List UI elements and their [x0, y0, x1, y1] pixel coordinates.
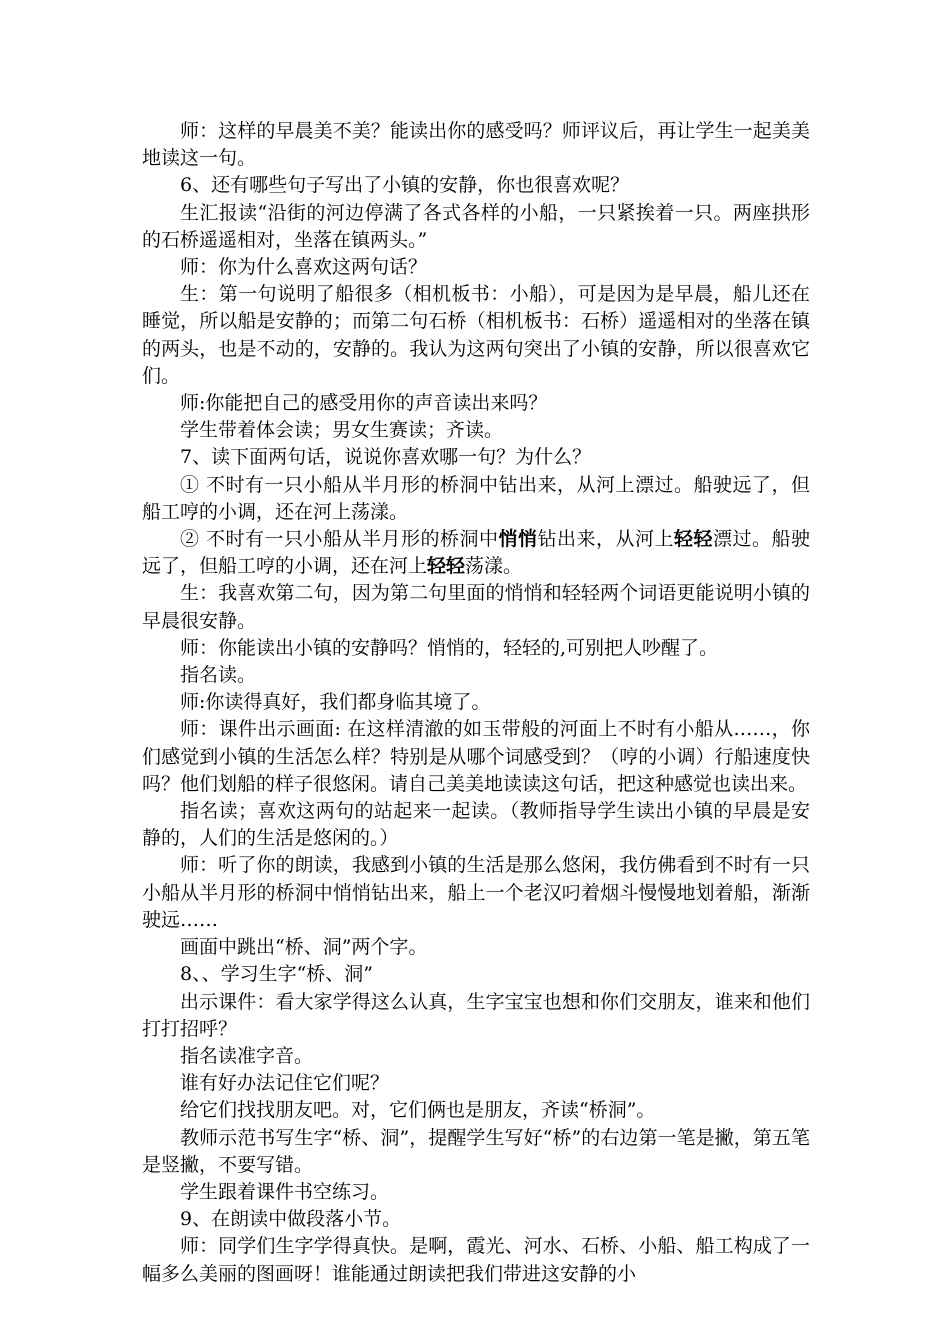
paragraph: ① 不时有一只小船从半月形的桥洞中钻出来，从河上漂过。船驶远了，但船工哼的小调，还在河上荡漾。	[142, 473, 810, 523]
paragraph: 师:你读得真好，我们都身临其境了。	[180, 691, 491, 714]
emphasized-word: 轻轻	[427, 555, 466, 578]
paragraph: 9、在朗读中做段落小节。	[180, 1208, 402, 1231]
emphasized-word: 悄悄	[498, 528, 538, 551]
paragraph: 师：你能读出小镇的安静吗？悄悄的，轻轻的,可别把人吵醒了。	[180, 636, 719, 659]
paragraph: 指名读。	[180, 664, 257, 687]
paragraph: 7、读下面两句话，说说你喜欢哪一句？为什么？	[180, 446, 592, 469]
paragraph: 师：你为什么喜欢这两句话？	[180, 256, 428, 279]
text-span: 钻出来，从河上	[537, 528, 674, 551]
paragraph: 教师示范书写生字“桥、洞”，提醒学生写好“桥”的右边第一笔是撇，第五笔是竖撇，不要写错。	[142, 1126, 810, 1176]
paragraph: 学生带着体会读；男女生赛读；齐读。	[180, 419, 504, 442]
text-span: 荡漾。	[465, 555, 523, 578]
paragraph: 给它们找找朋友吧。对，它们俩也是朋友，齐读“桥洞”。	[180, 1099, 656, 1122]
paragraph: 画面中跳出“桥、洞”两个字。	[180, 936, 428, 959]
paragraph: 生：我喜欢第二句，因为第二句里面的悄悄和轻轻两个词语更能说明小镇的早晨很安静。	[142, 582, 810, 632]
paragraph: 师：课件出示画面: 在这样清澈的如玉带般的河面上不时有小船从……，你们感觉到小镇的生活怎么样？特别是从哪个词感受到？（哼的小调）行船速度快吗？他们划船的样子很悠闲。请自己美美地读读这句话，把这种感觉也读出来。	[142, 718, 810, 795]
paragraph: 师:你能把自己的感受用你的声音读出来吗？	[180, 392, 548, 415]
paragraph: 师：同学们生字学得真快。是啊，霞光、河水、石桥、小船、船工构成了一幅多么美丽的图画呀！谁能通过朗读把我们带进这安静的小	[142, 1235, 810, 1285]
paragraph: 8、、学习生字“桥、洞”	[180, 963, 374, 986]
paragraph: 6、还有哪些句子写出了小镇的安静，你也很喜欢呢？	[180, 174, 630, 197]
paragraph: 指名读；喜欢这两句的站起来一起读。（教师指导学生读出小镇的早晨是安静的，人们的生活是悠闲的。）	[142, 800, 810, 850]
paragraph: 师：听了你的朗读，我感到小镇的生活是那么悠闲，我仿佛看到不时有一只小船从半月形的桥洞中悄悄钻出来，船上一个老汉叼着烟斗慢慢地划着船，渐渐驶远……	[142, 854, 810, 931]
paragraph: 出示课件：看大家学得这么认真，生字宝宝也想和你们交朋友，谁来和他们打打招呼？	[142, 990, 810, 1040]
emphasized-word: 轻轻	[673, 528, 713, 551]
paragraph: 谁有好办法记住它们呢？	[180, 1072, 390, 1095]
paragraph: 生：第一句说明了船很多（相机板书：小船），可是因为是早晨，船儿还在睡觉，所以船是安静的；而第二句石桥（相机板书：石桥）遥遥相对的坐落在镇的两头，也是不动的，安静的。我认为这两句突出了小镇的安静，所以很喜欢它们。	[142, 283, 810, 387]
document-page	[142, 118, 810, 1288]
text-span: 漂过。船驶远了，但船工哼的小调，还在河上	[142, 528, 810, 578]
paragraph: 生汇报读“沿街的河边停满了各式各样的小船，一只紧挨着一只。两座拱形的石桥遥遥相对，坐落在镇两头。”	[142, 201, 810, 251]
paragraph: 学生跟着课件书空练习。	[180, 1180, 390, 1203]
paragraph: 指名读准字音。	[180, 1044, 314, 1067]
paragraph: 师：这样的早晨美不美？能读出你的感受吗？师评议后，再让学生一起美美地读这一句。	[142, 120, 810, 170]
text-span: ② 不时有一只小船从半月形的桥洞中	[180, 528, 499, 551]
paragraph-with-emphasis	[142, 526, 810, 580]
